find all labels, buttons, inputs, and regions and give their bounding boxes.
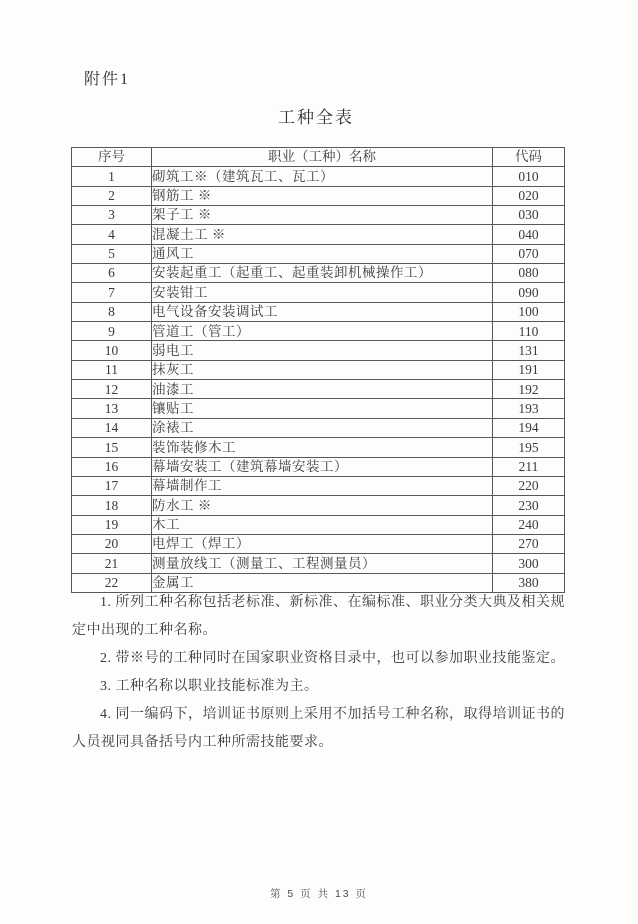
- cell-occupation-name: 测量放线工（测量工、工程测量员）: [152, 554, 493, 573]
- cell-serial-number: 9: [72, 322, 152, 341]
- table-row: [72, 186, 565, 205]
- note-2: 2. 带※号的工种同时在国家职业资格目录中，也可以参加职业技能鉴定。: [100, 651, 565, 666]
- cell-serial-number: 18: [72, 496, 152, 515]
- table-row: [72, 418, 565, 437]
- table-row: [72, 476, 565, 495]
- cell-serial-number: 3: [72, 206, 152, 225]
- cell-code: 230: [493, 496, 565, 515]
- cell-serial-number: 22: [72, 573, 152, 592]
- document-title: 工种全表: [278, 108, 354, 127]
- table-row: [72, 399, 565, 418]
- cell-code: 380: [493, 573, 565, 592]
- table-row: [72, 264, 565, 283]
- page-number: 第 5 页 共 13 页: [269, 888, 369, 900]
- table-row: [72, 206, 565, 225]
- cell-occupation-name: 安装钳工: [152, 283, 493, 302]
- cell-serial-number: 17: [72, 476, 152, 495]
- cell-code: 194: [493, 418, 565, 437]
- cell-code: 080: [493, 264, 565, 283]
- table-row: [72, 496, 565, 515]
- cell-code: 110: [493, 322, 565, 341]
- cell-occupation-name: 装饰装修木工: [152, 438, 493, 457]
- cell-code: 030: [493, 206, 565, 225]
- cell-occupation-name: 通风工: [152, 244, 493, 263]
- cell-code: 192: [493, 380, 565, 399]
- table-row: [72, 534, 565, 553]
- cell-serial-number: 11: [72, 360, 152, 379]
- cell-occupation-name: 涂裱工: [152, 418, 493, 437]
- attachment-label: 附件1: [84, 71, 131, 88]
- cell-code: 193: [493, 399, 565, 418]
- cell-serial-number: 2: [72, 186, 152, 205]
- cell-occupation-name: 混凝土工 ※: [152, 225, 493, 244]
- cell-code: 240: [493, 515, 565, 534]
- table-row: [72, 380, 565, 399]
- cell-serial-number: 6: [72, 264, 152, 283]
- table-header-row: [72, 148, 565, 167]
- cell-serial-number: 19: [72, 515, 152, 534]
- cell-occupation-name: 抹灰工: [152, 360, 493, 379]
- table-row: [72, 244, 565, 263]
- header-serial-number: 序号: [72, 148, 152, 167]
- cell-serial-number: 4: [72, 225, 152, 244]
- table-row: [72, 302, 565, 321]
- cell-serial-number: 16: [72, 457, 152, 476]
- cell-serial-number: 12: [72, 380, 152, 399]
- table-row: [72, 438, 565, 457]
- cell-serial-number: 5: [72, 244, 152, 263]
- cell-code: 191: [493, 360, 565, 379]
- table-row: [72, 457, 565, 476]
- cell-occupation-name: 安装起重工（起重工、起重装卸机械操作工）: [152, 264, 493, 283]
- cell-occupation-name: 电气设备安装调试工: [152, 302, 493, 321]
- cell-code: 211: [493, 457, 565, 476]
- note-3: 3. 工种名称以职业技能标准为主。: [100, 679, 319, 694]
- table-row: [72, 167, 565, 186]
- cell-occupation-name: 电焊工（焊工）: [152, 534, 493, 553]
- cell-occupation-name: 木工: [152, 515, 493, 534]
- cell-occupation-name: 砌筑工※（建筑瓦工、瓦工）: [152, 167, 493, 186]
- cell-serial-number: 21: [72, 554, 152, 573]
- table-row: [72, 322, 565, 341]
- header-code: 代码: [493, 148, 565, 167]
- table-row: [72, 515, 565, 534]
- cell-serial-number: 10: [72, 341, 152, 360]
- cell-serial-number: 7: [72, 283, 152, 302]
- cell-occupation-name: 管道工（管工）: [152, 322, 493, 341]
- table-row: [72, 225, 565, 244]
- cell-occupation-name: 钢筋工 ※: [152, 186, 493, 205]
- table-row: [72, 341, 565, 360]
- cell-code: 020: [493, 186, 565, 205]
- cell-code: 010: [493, 167, 565, 186]
- cell-serial-number: 15: [72, 438, 152, 457]
- cell-serial-number: 20: [72, 534, 152, 553]
- cell-occupation-name: 镶贴工: [152, 399, 493, 418]
- cell-code: 131: [493, 341, 565, 360]
- cell-serial-number: 1: [72, 167, 152, 186]
- note-1: 1. 所列工种名称包括老标准、新标准、在编标准、职业分类大典及相关规定中出现的工种名称。: [72, 595, 565, 638]
- cell-code: 040: [493, 225, 565, 244]
- cell-occupation-name: 幕墙安装工（建筑幕墙安装工）: [152, 457, 493, 476]
- table-row: [72, 283, 565, 302]
- cell-occupation-name: 幕墙制作工: [152, 476, 493, 495]
- note-4: 4. 同一编码下，培训证书原则上采用不加括号工种名称，取得培训证书的人员视同具备括号内工种所需技能要求。: [72, 707, 565, 750]
- header-occupation-name: 职业（工种）名称: [152, 148, 493, 167]
- cell-code: 070: [493, 244, 565, 263]
- cell-occupation-name: 架子工 ※: [152, 206, 493, 225]
- cell-occupation-name: 弱电工: [152, 341, 493, 360]
- cell-serial-number: 13: [72, 399, 152, 418]
- cell-code: 270: [493, 534, 565, 553]
- cell-occupation-name: 金属工: [152, 573, 493, 592]
- cell-occupation-name: 油漆工: [152, 380, 493, 399]
- cell-code: 195: [493, 438, 565, 457]
- table-row: [72, 554, 565, 573]
- cell-code: 100: [493, 302, 565, 321]
- table-row: [72, 360, 565, 379]
- notes-section: [72, 589, 569, 757]
- cell-code: 300: [493, 554, 565, 573]
- cell-serial-number: 14: [72, 418, 152, 437]
- cell-code: 220: [493, 476, 565, 495]
- cell-code: 090: [493, 283, 565, 302]
- job-codes-table: [71, 147, 565, 593]
- cell-serial-number: 8: [72, 302, 152, 321]
- cell-occupation-name: 防水工 ※: [152, 496, 493, 515]
